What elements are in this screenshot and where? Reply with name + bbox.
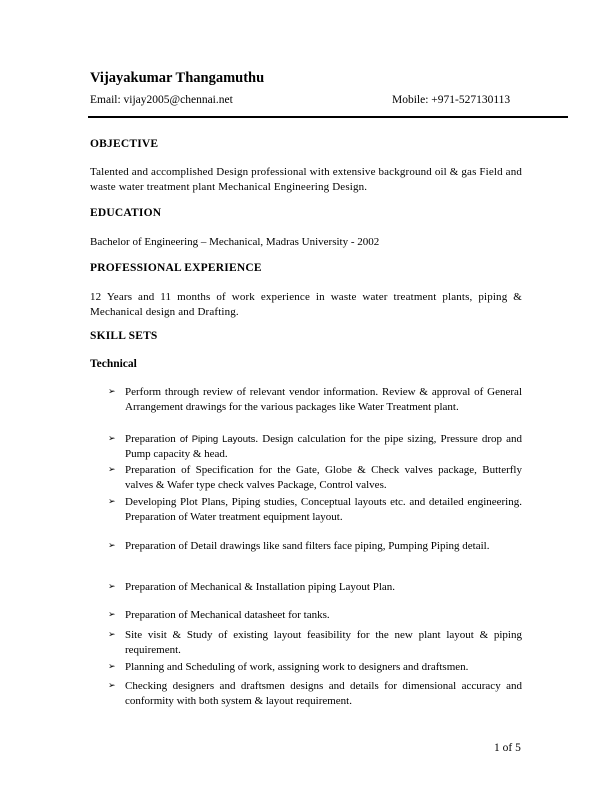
skill-item-text: Preparation of Mechanical datasheet for tanks.	[125, 609, 330, 621]
skill-item	[108, 679, 522, 709]
arrow-bullet-icon: ➢	[108, 582, 116, 592]
skill-item-text: Checking designers and draftsmen designs and details for dimensional accuracy and conformity with both system & layout requirement.	[125, 680, 522, 707]
arrow-bullet-icon: ➢	[108, 541, 116, 551]
skill-item-text	[125, 432, 522, 462]
skill-item	[108, 608, 522, 623]
page-number: 1 of 5	[494, 742, 521, 754]
arrow-bullet-icon: ➢	[108, 434, 116, 444]
skill-item	[108, 580, 522, 595]
arrow-bullet-icon: ➢	[108, 497, 116, 507]
skill-item-text: Site visit & Study of existing layout feasibility for the new plant layout & piping requirement.	[125, 629, 522, 656]
skill-item	[108, 628, 522, 658]
objective-text: Talented and accomplished Design professional with extensive background oil & gas Field and waste water treatment plant Mechanical Engineering Design.	[90, 166, 522, 193]
candidate-name: Vijayakumar Thangamuthu	[90, 70, 265, 86]
arrow-bullet-icon: ➢	[108, 387, 116, 397]
skill-item-text-part: of Piping Layouts	[179, 434, 256, 445]
technical-subheading: Technical	[90, 358, 137, 370]
arrow-bullet-icon: ➢	[108, 465, 116, 475]
arrow-bullet-icon: ➢	[108, 662, 116, 672]
experience-text: 12 Years and 11 months of work experience in waste water treatment plants, piping & Mechanical design and Drafting.	[90, 291, 522, 318]
skill-item-text: Perform through review of relevant vendor information. Review & approval of General Arrangement drawings for the various packages like Water Treatment plant.	[125, 386, 522, 413]
skill-item	[108, 660, 522, 675]
objective-heading: OBJECTIVE	[90, 138, 159, 150]
header-divider	[88, 116, 568, 118]
arrow-bullet-icon: ➢	[108, 630, 116, 640]
arrow-bullet-icon: ➢	[108, 610, 116, 620]
skill-item-text: Preparation of Mechanical & Installation piping Layout Plan.	[125, 581, 396, 593]
mobile-line: Mobile: +971-527130113	[392, 94, 511, 106]
experience-heading: PROFESSIONAL EXPERIENCE	[90, 262, 262, 274]
skill-item-text-part: . Design calculation for the pipe sizing, Pressure drop and Pump capacity & head.	[125, 433, 523, 460]
skill-item-text: Developing Plot Plans, Piping studies, Conceptual layouts etc. and detailed engineering. Preparation of Water treatment equipment layout.	[125, 496, 522, 523]
skill-item-text-part: Preparation	[125, 433, 176, 445]
skill-item-text: Planning and Scheduling of work, assigning work to designers and draftsmen.	[125, 661, 469, 673]
arrow-bullet-icon: ➢	[108, 681, 116, 691]
education-heading: EDUCATION	[90, 207, 162, 219]
skill-item	[108, 463, 522, 493]
skill-item	[108, 539, 522, 554]
skill-item	[108, 495, 522, 525]
skill-item	[108, 385, 522, 415]
skill-item-text: Preparation of Detail drawings like sand filters face piping, Pumping Piping detail.	[125, 540, 490, 552]
email-line: Email: vijay2005@chennai.net	[90, 94, 233, 106]
education-text: Bachelor of Engineering – Mechanical, Madras University - 2002	[90, 236, 380, 248]
skills-heading: SKILL SETS	[90, 330, 158, 342]
skill-item	[108, 432, 522, 462]
skill-item-text: Preparation of Specification for the Gate, Globe & Check valves package, Butterfly valves & Wafer type check valves Package, Control valves.	[125, 464, 522, 491]
